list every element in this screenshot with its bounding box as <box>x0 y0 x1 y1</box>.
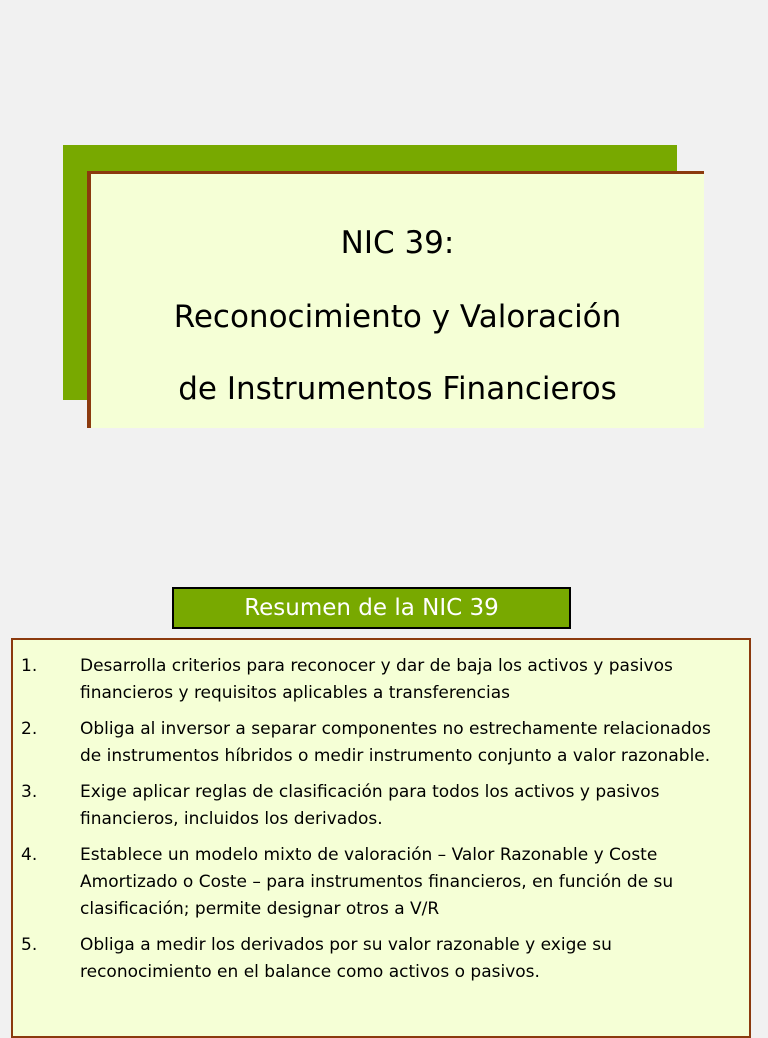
summary-heading: Resumen de la NIC 39 <box>172 587 571 629</box>
summary-item <box>13 779 749 833</box>
summary-item <box>13 842 749 923</box>
item-text: Obliga al inversor a separar componentes no estrechamente relacionados de instrumentos híbridos o medir instrumento conjunto a valor razonable. <box>80 719 711 766</box>
item-number: 1. <box>21 656 38 676</box>
summary-item <box>13 716 749 770</box>
item-text: Obliga a medir los derivados por su valor razonable y exige su reconocimiento en el balance como activos o pasivos. <box>80 935 612 982</box>
item-text: Exige aplicar reglas de clasificación para todos los activos y pasivos financieros, incluidos los derivados. <box>80 782 660 829</box>
item-text: Establece un modelo mixto de valoración – Valor Razonable y Coste Amortizado o Coste – para instrumentos financieros, en función de su clasificación; permite designar otros a V/R <box>80 845 674 919</box>
summary-list <box>13 640 749 986</box>
title-line-1: NIC 39: <box>340 225 455 261</box>
item-text: Desarrolla criterios para reconocer y dar de baja los activos y pasivos financieros y requisitos aplicables a transferencias <box>80 656 673 703</box>
title-line-2: Reconocimiento y Valoración <box>173 299 622 335</box>
item-number: 2. <box>21 719 38 739</box>
title-card <box>87 171 704 428</box>
summary-box <box>11 638 751 1038</box>
item-number: 4. <box>21 845 38 865</box>
summary-item <box>13 653 749 707</box>
item-number: 5. <box>21 935 38 955</box>
summary-item <box>13 932 749 986</box>
item-number: 3. <box>21 782 38 802</box>
title-line-3: de Instrumentos Financieros <box>178 371 617 407</box>
